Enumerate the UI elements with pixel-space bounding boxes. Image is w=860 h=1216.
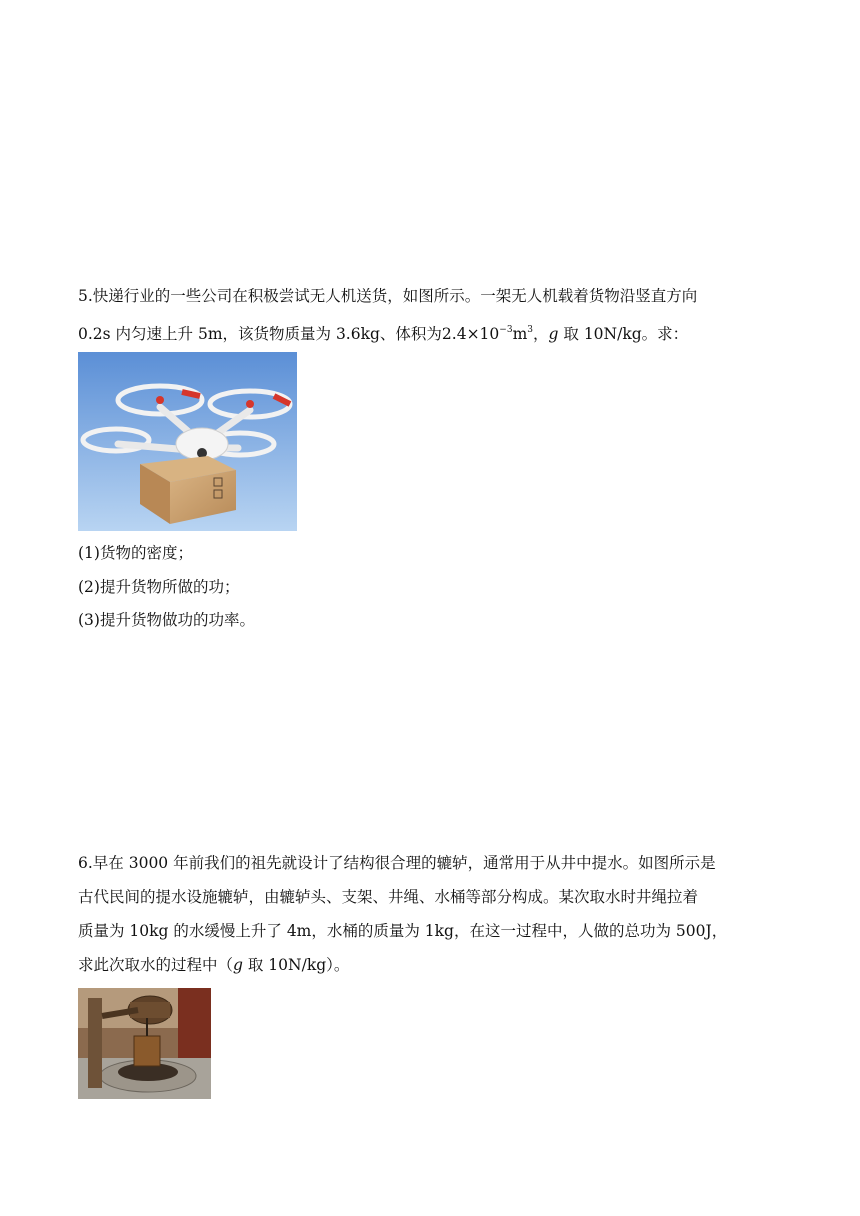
windlass-photo xyxy=(78,988,211,1099)
g-symbol: g xyxy=(233,956,243,974)
g-symbol: g xyxy=(548,325,559,343)
q6-line-4: 求此次取水的过程中（g 取 10N/kg）。 xyxy=(78,956,350,974)
q5-line-2: 0.2s 内匀速上升 5m，该货物质量为 3.6kg、体积为$2.4\times 10^{-3}m^3$，g 取 10N/kg。求： xyxy=(78,325,689,343)
q5-sub-3: (3)提升货物做功的功率。 xyxy=(78,611,255,629)
volume-value: $2.4\times 10^{-3}m^3$ xyxy=(441,325,534,343)
q5-sub-1: (1)货物的密度； xyxy=(78,544,193,562)
q5-sub-2: (2)提升货物所做的功； xyxy=(78,578,240,596)
question-6 xyxy=(78,846,778,982)
drone-delivery-image xyxy=(78,352,297,531)
drone-illustration xyxy=(78,352,297,531)
q5-line-1: 5.快递行业的一些公司在积极尝试无人机送货，如图所示。一架无人机载着货物沿竖直方向 xyxy=(78,287,698,305)
windlass-well-image xyxy=(78,988,211,1099)
q6-line-2: 古代民间的提水设施辘轳，由辘轳头、支架、井绳、水桶等部分构成。某次取水时井绳拉着 xyxy=(78,888,699,906)
q6-line-1: 6.早在 3000 年前我们的祖先就设计了结构很合理的辘轳，通常用于从井中提水。如图所示是 xyxy=(78,854,716,872)
q6-line-3: 质量为 10kg 的水缓慢上升了 4m，水桶的质量为 1kg，在这一过程中，人做的总功为 500J， xyxy=(78,922,728,940)
question-5 xyxy=(78,279,778,351)
